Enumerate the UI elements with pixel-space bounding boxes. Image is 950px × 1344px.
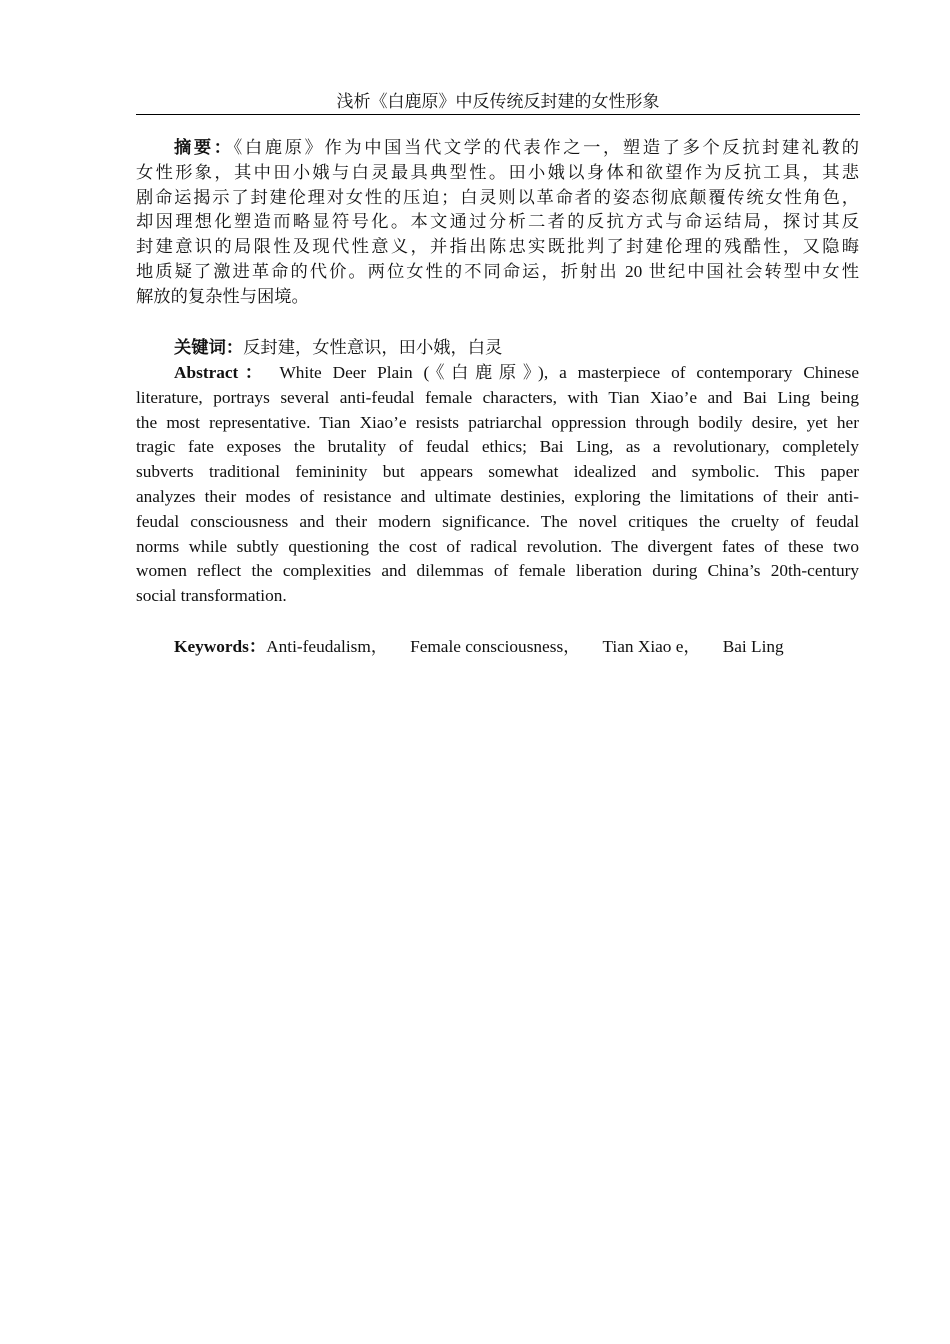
abstract-english bbox=[136, 361, 859, 609]
abstract-cn-line: 女性形象，其中田小娥与白灵最具典型性。田小娥以身体和欲望作为反抗工具，其悲 bbox=[136, 162, 859, 182]
keyword: Anti-feudalism， bbox=[266, 637, 389, 656]
abstract-cn-line bbox=[136, 136, 859, 161]
abstract-chinese bbox=[136, 136, 859, 310]
abstract-en-line: women reflect the complexities and dilemmas of female liberation during China’s 20th-century bbox=[136, 561, 859, 581]
keyword: Bai Ling bbox=[722, 637, 784, 656]
abstract-en-line: the most representative. Tian Xiao’e resists patriarchal oppression through bodily desire, yet her bbox=[136, 412, 859, 432]
abstract-en-line: tragic fate exposes the brutality of feudal ethics; Bai Ling, as a revolutionary, completely bbox=[136, 437, 859, 457]
abstract-cn-label: 摘要： bbox=[174, 138, 234, 157]
abstract-en-label: Abstract： bbox=[174, 363, 269, 382]
abstract-cn-line: 地质疑了激进革命的代价。两位女性的不同命运，折射出 20 世纪中国社会转型中女性 bbox=[136, 261, 859, 281]
abstract-en-line: norms while subtly questioning the cost of radical revolution. The divergent fates of these two bbox=[136, 536, 859, 556]
keywords-en-line bbox=[136, 635, 859, 660]
keywords-chinese bbox=[136, 336, 859, 361]
page-header bbox=[136, 90, 860, 115]
abstract-cn-line: 剧命运揭示了封建伦理对女性的压迫；白灵则以革命者的姿态彻底颠覆传统女性角色， bbox=[136, 187, 859, 207]
text: 《白鹿原》作为中国当代文学的代表作之一，塑造了多个反抗封建礼教的 bbox=[233, 138, 859, 157]
abstract-en-line: social transformation. bbox=[136, 586, 287, 606]
keywords-cn-line bbox=[136, 336, 859, 361]
header-title: 浅析《白鹿原》中反传统反封建的女性形象 bbox=[336, 92, 660, 111]
abstract-en-line bbox=[136, 361, 859, 386]
keywords-cn-text: 反封建，女性意识，田小娥，白灵 bbox=[243, 338, 503, 357]
keywords-cn-label: 关键词： bbox=[174, 338, 244, 357]
abstract-en-line: subverts traditional femininity but appears somewhat idealized and symbolic. This paper bbox=[136, 462, 859, 482]
keyword: Tian Xiao e， bbox=[602, 637, 701, 656]
abstract-cn-line: 解放的复杂性与困境。 bbox=[136, 286, 309, 306]
keywords-english bbox=[136, 635, 859, 660]
abstract-en-line: analyzes their modes of resistance and ultimate destinies, exploring the limitations of their anti- bbox=[136, 486, 859, 506]
abstract-en-line: feudal consciousness and their modern significance. The novel critiques the cruelty of feudal bbox=[136, 511, 859, 531]
abstract-cn-line: 却因理想化塑造而略显符号化。本文通过分析二者的反抗方式与命运结局，探讨其反 bbox=[136, 212, 859, 232]
keywords-en-label: Keywords： bbox=[174, 637, 267, 656]
text: White Deer Plain (《白鹿原》), a masterpiece of contemporary Chinese bbox=[279, 363, 859, 382]
keyword: Female consciousness， bbox=[410, 637, 581, 656]
abstract-cn-line: 封建意识的局限性及现代性意义，并指出陈忠实既批判了封建伦理的残酷性，又隐晦 bbox=[136, 237, 859, 257]
abstract-en-line: literature, portrays several anti-feudal female characters, with Tian Xiao’e and Bai Ling being bbox=[136, 387, 859, 407]
